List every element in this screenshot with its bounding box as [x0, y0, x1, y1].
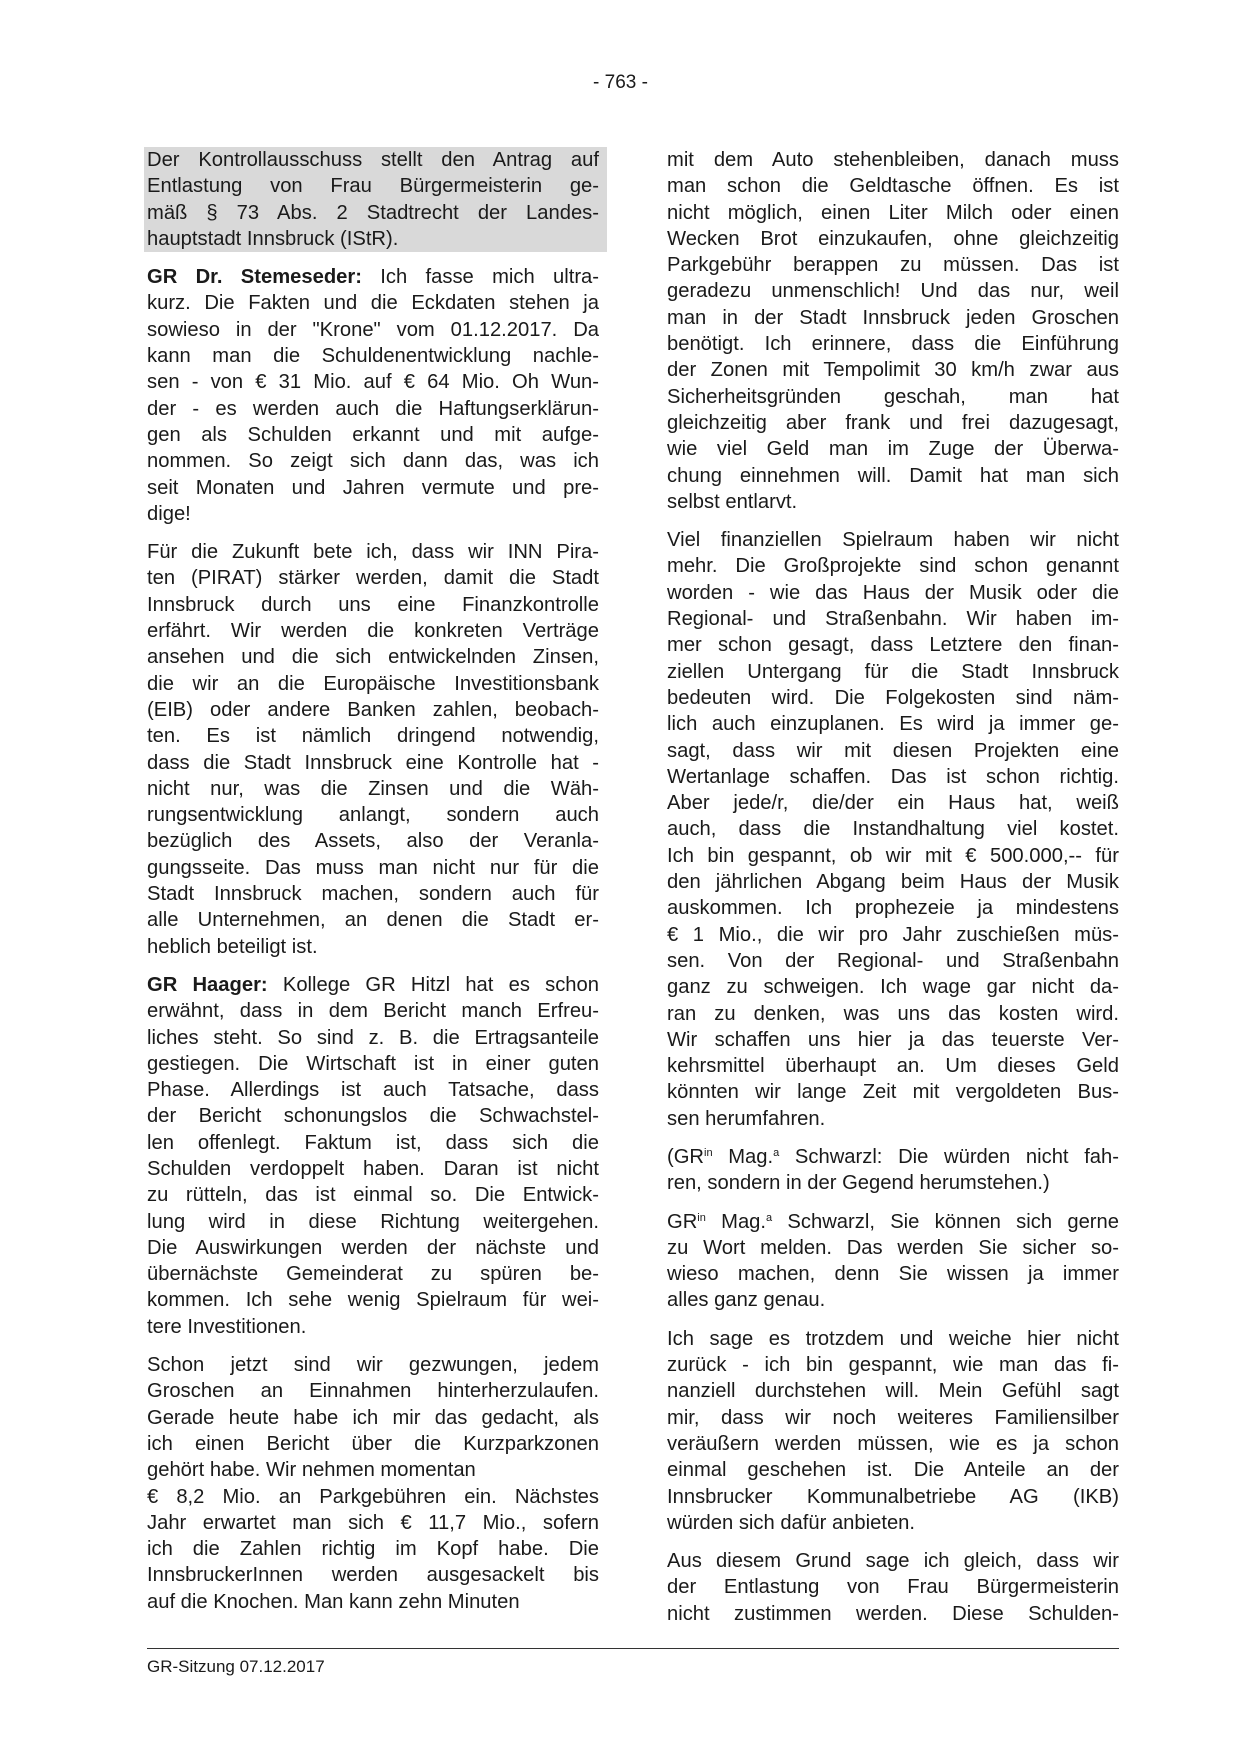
paragraph-antwort — [667, 1209, 1119, 1314]
paragraph-grund — [667, 1548, 1119, 1627]
text-line: Aus diesem Grund sage ich gleich, dass wir — [667, 1550, 1119, 1573]
text-line: Aber jede/r, die/der ein Haus hat, weiß — [667, 792, 1119, 815]
text-line: dige! — [147, 502, 191, 525]
text-line: selbst entlarvt. — [667, 490, 798, 513]
text-line: alle Unternehmen, an denen die Stadt er- — [147, 909, 599, 932]
text-line: nommen. So zeigt sich dann das, was ich — [147, 450, 599, 473]
text-line: tere Investitionen. — [147, 1315, 307, 1338]
text-line: Stadt Innsbruck machen, sondern auch für — [147, 883, 599, 906]
text-line: Schon jetzt sind wir gezwungen, jedem — [147, 1354, 599, 1377]
text-line: veräußern werden müssen, wie es ja schon — [667, 1432, 1119, 1455]
text-line: GR Haager: Kollege GR Hitzl hat es schon — [147, 973, 599, 996]
text-line: Wecken Brot einzukaufen, ohne gleichzeitig — [667, 227, 1119, 250]
text-line: bezüglich des Assets, also der Veranla- — [147, 830, 599, 853]
text-line: erwähnt, dass in dem Bericht manch Erfreu- — [147, 1000, 599, 1023]
text-line: gestiegen. Die Wirtschaft ist in einer guten — [147, 1052, 599, 1075]
text-line: die wir an die Europäische Investitionsbank — [147, 672, 599, 695]
text-line: € 1 Mio., die wir pro Jahr zuschießen müs- — [667, 923, 1119, 946]
text-line: nicht zustimmen werden. Diese Schulden- — [667, 1602, 1119, 1625]
text-line: mehr. Die Großprojekte sind schon genannt — [667, 555, 1119, 578]
text-line: könnten wir lange Zeit mit vergoldeten Bus- — [667, 1081, 1119, 1104]
footer-session-date: GR-Sitzung 07.12.2017 — [147, 1657, 325, 1676]
text-line: Schulden verdoppelt haben. Daran ist nicht — [147, 1157, 599, 1180]
text-line: sagt, dass wir mit diesen Projekten eine — [667, 739, 1119, 762]
text-line: gehört habe. Wir nehmen momentan — [147, 1459, 476, 1482]
text-line: worden - wie das Haus der Musik oder die — [667, 581, 1119, 604]
text-line: Wertanlage schaffen. Das ist schon richtig. — [667, 765, 1119, 788]
text-line: ten (PIRAT) stärker werden, damit die Stadt — [147, 567, 599, 590]
text-line: chung einnehmen will. Damit hat man sich — [667, 464, 1119, 487]
footer-divider — [147, 1648, 1119, 1649]
text-line: kann man die Schuldenentwicklung nachle- — [147, 345, 599, 368]
text-line: mäß § 73 Abs. 2 Stadtrecht der Landes- — [147, 201, 599, 224]
text-line: Die Auswirkungen werden der nächste und — [147, 1236, 599, 1259]
text-line: mit dem Auto stehenbleiben, danach muss — [667, 149, 1119, 171]
text-line: € 8,2 Mio. an Parkgebühren ein. Nächstes — [147, 1485, 599, 1508]
text-line: auskommen. Ich prophezeie ja mindestens — [667, 897, 1119, 920]
text-line: würden sich dafür anbieten. — [667, 1511, 916, 1534]
text-line: ganz zu schweigen. Ich wage gar nicht da- — [667, 976, 1119, 999]
left-column — [147, 147, 599, 1627]
text-line: Phase. Allerdings ist auch Tatsache, dass — [147, 1079, 599, 1102]
text-line: den jährlichen Abgang beim Haus der Musik — [667, 871, 1119, 894]
text-line: sen herumfahren. — [667, 1107, 826, 1130]
text-line: ich einen Bericht über die Kurzparkzonen — [147, 1432, 599, 1455]
text-line: lung wird in diese Richtung weitergehen. — [147, 1210, 599, 1233]
text-line: sen - von € 31 Mio. auf € 64 Mio. Oh Wun- — [147, 371, 599, 394]
text-line: einmal geschehen ist. Die Anteile an der — [667, 1459, 1119, 1482]
text-line: wie viel Geld man im Zuge der Überwa- — [667, 438, 1119, 461]
text-line: hauptstadt Innsbruck (IStR). — [147, 227, 399, 250]
text-line: lich auch einzuplanen. Es wird ja immer ge- — [667, 713, 1119, 736]
text-line: Ich bin gespannt, ob wir mit € 500.000,-- für — [667, 844, 1119, 867]
text-line: nicht nur, was die Zinsen und die Wäh- — [147, 777, 599, 800]
text-line: der Bericht schonungslos die Schwachstel- — [147, 1105, 599, 1128]
text-line: der Entlastung von Frau Bürgermeisterin — [667, 1576, 1119, 1599]
text-line: InnsbruckerInnen werden ausgesackelt bis — [147, 1564, 599, 1587]
text-line: len offenlegt. Faktum ist, dass sich die — [147, 1131, 599, 1154]
motion-paragraph — [144, 147, 607, 252]
text-line: Wir schaffen uns hier ja das teuerste Ver- — [667, 1028, 1119, 1051]
text-line: Groschen an Einnahmen hinterherzulaufen. — [147, 1380, 599, 1403]
text-line: mer schon gesagt, dass Letztere den finan- — [667, 634, 1119, 657]
text-line: Innsbruck durch uns eine Finanzkontrolle — [147, 593, 599, 616]
speaker-name: GR Dr. Stemeseder: — [147, 266, 362, 289]
text-line: mir, dass wir noch weiteres Familiensilber — [667, 1406, 1119, 1429]
text-line: Gerade heute habe ich mir das gedacht, als — [147, 1406, 599, 1429]
text-line: bedeuten wird. Die Folgekosten sind näm- — [667, 686, 1119, 709]
text-line: man in der Stadt Innsbruck jeden Groschen — [667, 306, 1119, 329]
text-line: (EIB) oder andere Banken zahlen, beobach- — [147, 698, 599, 721]
text-line: ran zu denken, was uns das kosten wird. — [667, 1002, 1119, 1025]
speech-stemeseder — [147, 264, 599, 527]
text-line: zu rütteln, das ist einmal so. Die Entwick- — [147, 1184, 599, 1207]
text-line: ($GR^{in}$ Mag.$^a$ Schwarzl: Die würden nicht fah- — [667, 1145, 1119, 1168]
text-line: nanziell durchstehen will. Mein Gefühl sagt — [667, 1380, 1119, 1403]
text-line: gungsseite. Das muss man nicht nur für die — [147, 856, 599, 879]
text-line: der Zonen mit Tempolimit 30 km/h zwar aus — [667, 359, 1119, 382]
text-line: Parkgebühr berappen zu müssen. Das ist — [667, 254, 1119, 277]
text-line: zurück - ich bin gespannt, wie man das fi- — [667, 1354, 1119, 1377]
text-line: gen als Schulden erkannt und mit aufge- — [147, 423, 599, 446]
paragraph-trotzdem — [667, 1326, 1119, 1536]
text-line: geradezu unmenschlich! Und das nur, weil — [667, 280, 1119, 303]
text-line: dass die Stadt Innsbruck eine Kontrolle hat - — [147, 751, 599, 774]
text-line: ich die Zahlen richtig im Kopf habe. Die — [147, 1538, 599, 1561]
text-line: wieso machen, denn Sie wissen ja immer — [667, 1263, 1119, 1286]
paragraph-zukunft — [147, 539, 599, 960]
paragraph-auto — [667, 147, 1119, 515]
text-line: liches steht. So sind z. B. die Ertragsanteile — [147, 1026, 599, 1049]
text-line: ziellen Untergang für die Stadt Innsbruck — [667, 660, 1119, 683]
text-line: erfährt. Wir werden die konkreten Verträge — [147, 620, 599, 643]
text-line: Sicherheitsgründen geschah, man hat — [667, 385, 1119, 408]
text-line: sen. Von der Regional- und Straßenbahn — [667, 949, 1119, 972]
right-column — [667, 147, 1119, 1639]
text-line: Entlastung von Frau Bürgermeisterin ge- — [147, 175, 599, 198]
text-line: kehrsmittel überhaupt an. Um dieses Geld — [667, 1055, 1119, 1078]
text-line: zu Wort melden. Das werden Sie sicher so- — [667, 1236, 1119, 1259]
text-line: ten. Es ist nämlich dringend notwendig, — [147, 725, 599, 748]
text-line: heblich beteiligt ist. — [147, 935, 318, 958]
paragraph-spielraum — [667, 527, 1119, 1132]
text-line: Jahr erwartet man sich € 11,7 Mio., sofern — [147, 1511, 599, 1534]
text-line: man schon die Geldtasche öffnen. Es ist — [667, 175, 1119, 198]
text-line: alles ganz genau. — [667, 1289, 826, 1312]
text-line: benötigt. Ich erinnere, dass die Einführung — [667, 333, 1119, 356]
text-line: Regional- und Straßenbahn. Wir haben im- — [667, 608, 1119, 631]
text-line: kommen. Ich sehe wenig Spielraum für wei- — [147, 1289, 599, 1312]
text-line: sowieso in der "Krone" vom 01.12.2017. Da — [147, 318, 599, 341]
text-line: ansehen und die sich entwickelnden Zinsen, — [147, 646, 599, 669]
text-line: der - es werden auch die Haftungserklärun- — [147, 397, 599, 420]
text-line: Der Kontrollausschuss stellt den Antrag auf — [147, 149, 599, 171]
text-line: Viel finanziellen Spielraum haben wir nicht — [667, 529, 1119, 552]
text-line: Für die Zukunft bete ich, dass wir INN Pira- — [147, 541, 599, 564]
text-line: Innsbrucker Kommunalbetriebe AG (IKB) — [667, 1485, 1119, 1508]
paragraph-schon-jetzt — [147, 1352, 599, 1615]
text-line: nicht möglich, einen Liter Milch oder einen — [667, 201, 1119, 224]
text-line: ren, sondern in der Gegend herumstehen.) — [667, 1172, 1050, 1195]
text-line: übernächste Gemeinderat zu spüren be- — [147, 1263, 599, 1286]
interjection-schwarzl — [667, 1144, 1119, 1197]
text-line: Ich sage es trotzdem und weiche hier nicht — [667, 1327, 1119, 1350]
speech-haager — [147, 972, 599, 1340]
page-number: - 763 - — [593, 72, 648, 93]
text-line: GR Dr. Stemeseder: Ich fasse mich ultra- — [147, 266, 599, 289]
text-line: auf die Knochen. Man kann zehn Minuten — [147, 1590, 520, 1613]
text-line: rungsentwicklung anlangt, sondern auch — [147, 804, 599, 827]
text-line: gleichzeitig aber frank und frei dazugesagt, — [667, 411, 1119, 434]
text-line: seit Monaten und Jahren vermute und pre- — [147, 476, 599, 499]
text-line: $GR^{in}$ Mag.$^a$ Schwarzl, Sie können sich gerne — [667, 1210, 1119, 1233]
text-line: kurz. Die Fakten und die Eckdaten stehen ja — [147, 292, 599, 315]
text-line: auch, dass die Instandhaltung viel kostet. — [667, 818, 1119, 841]
speaker-name: GR Haager: — [147, 973, 268, 996]
